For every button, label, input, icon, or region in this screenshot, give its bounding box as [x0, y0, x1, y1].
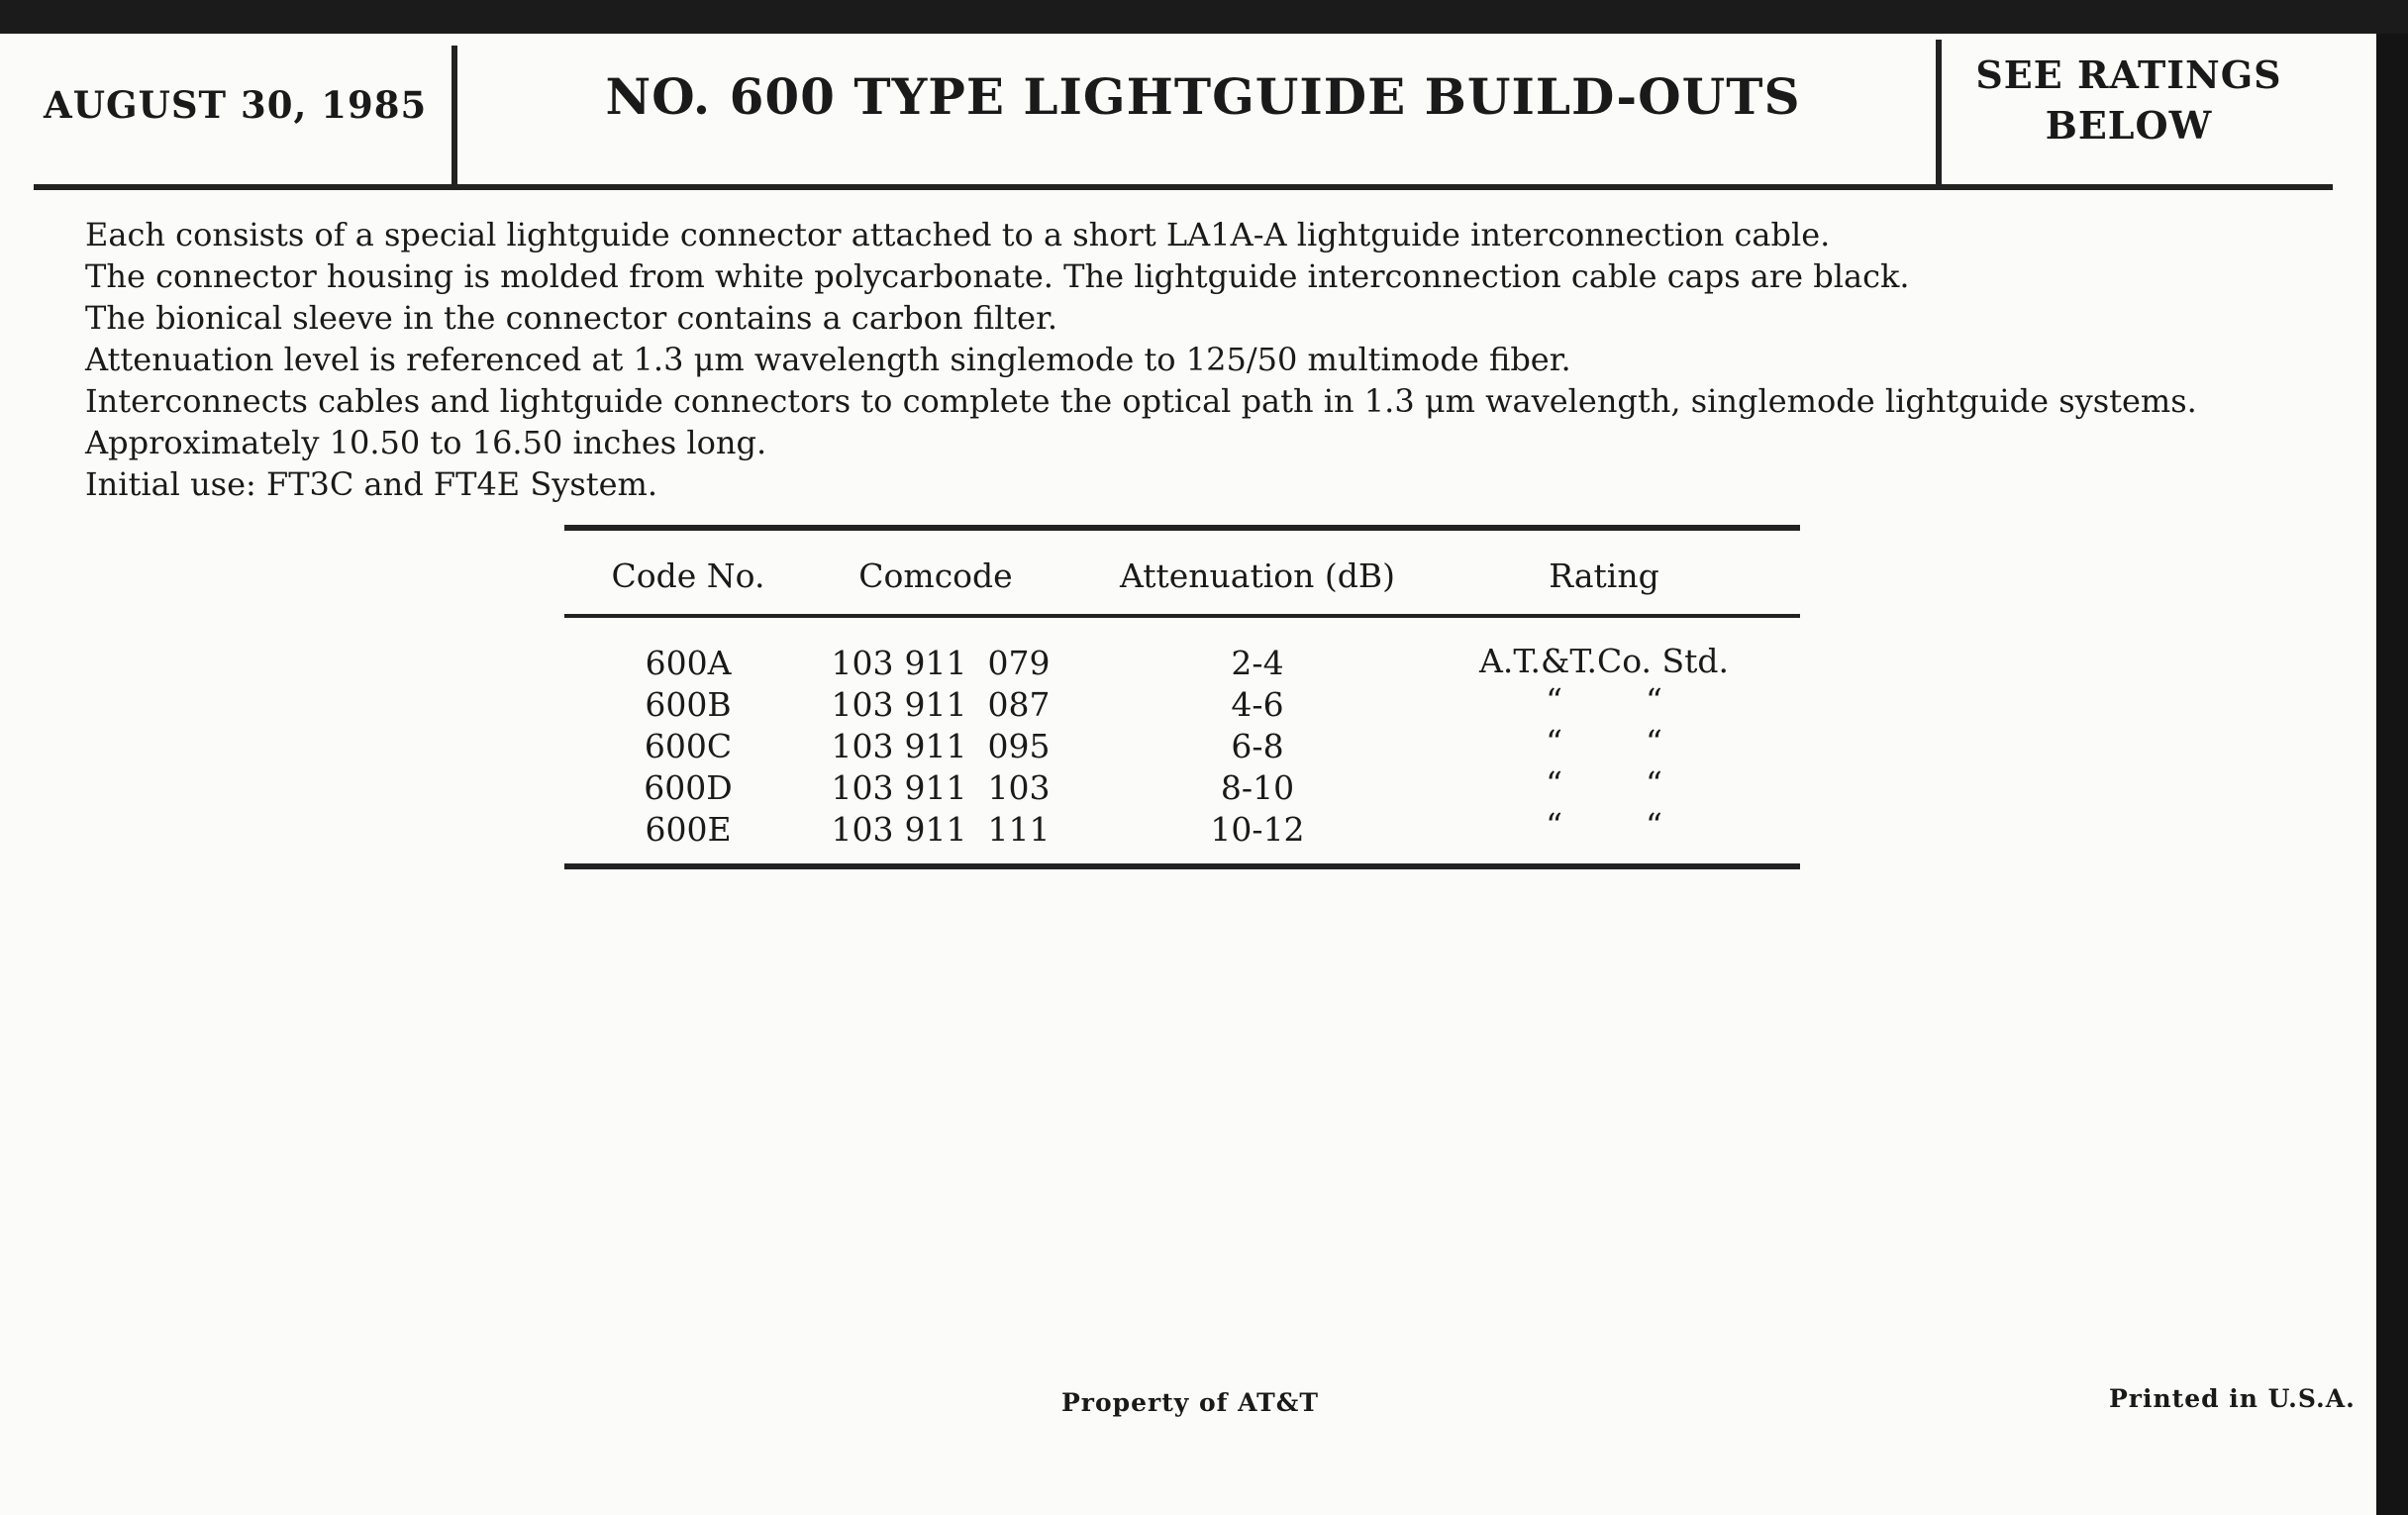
- table-cell-comcode: 103: [987, 768, 1051, 807]
- table-cell-comcode: 111: [987, 810, 1051, 849]
- table-cell-rating: “ “: [1546, 764, 1662, 803]
- table-cell-rating: “ “: [1546, 681, 1662, 720]
- header-code: Code No.: [611, 556, 765, 595]
- table-cell-comcode: 911: [904, 685, 967, 724]
- table-cell-comcode: 911: [904, 727, 967, 765]
- table-cell-attenuation: 8-10: [1220, 768, 1295, 807]
- table-cell-attenuation: 4-6: [1231, 685, 1284, 724]
- table-cell-comcode: 103: [831, 727, 894, 765]
- ratings-note-line2: BELOW: [2045, 103, 2213, 148]
- description-line: The bionical sleeve in the connector contains a carbon filter.: [85, 299, 1058, 337]
- printed-notice: Printed in U.S.A.: [2109, 1384, 2356, 1413]
- ratings-note-line1: SEE RATINGS: [1975, 52, 2282, 97]
- table-cell-code: 600B: [645, 685, 732, 724]
- description-line: Initial use: FT3C and FT4E System.: [85, 465, 658, 503]
- table-cell-rating: “ “: [1546, 806, 1662, 845]
- table-cell-comcode: 103: [831, 810, 894, 849]
- description-line: Each consists of a special lightguide connector attached to a short LA1A-A lightguide interconnection cable.: [85, 216, 1831, 253]
- table-cell-comcode: 079: [987, 644, 1051, 682]
- table-cell-code: 600C: [644, 727, 733, 765]
- description-line: Approximately 10.50 to 16.50 inches long.: [85, 424, 767, 461]
- table-header-rule: [564, 614, 1800, 618]
- table-cell-comcode: 095: [987, 727, 1051, 765]
- description-line: Interconnects cables and lightguide connectors to complete the optical path in 1.3 μm wavelength, singlemode lightguide systems.: [85, 382, 2197, 420]
- table-cell-code: 600D: [644, 768, 733, 807]
- table-cell-code: 600E: [645, 810, 732, 849]
- property-notice: Property of AT&T: [1061, 1388, 1319, 1417]
- table-cell-attenuation: 2-4: [1231, 644, 1284, 682]
- header-attenuation: Attenuation (dB): [1119, 556, 1396, 595]
- table-cell-comcode: 103: [831, 768, 894, 807]
- table-cell-rating: A.T.&T.Co. Std.: [1479, 642, 1729, 680]
- header-comcode: Comcode: [858, 556, 1013, 595]
- table-cell-comcode: 911: [904, 810, 967, 849]
- description-line: The connector housing is molded from white polycarbonate. The lightguide interconnection cable caps are black.: [85, 257, 1910, 295]
- table-cell-comcode: 911: [904, 768, 967, 807]
- table-cell-attenuation: 6-8: [1231, 727, 1284, 765]
- table-cell-code: 600A: [645, 644, 732, 682]
- table-cell-attenuation: 10-12: [1210, 810, 1305, 849]
- description-line: Attenuation level is referenced at 1.3 μm wavelength singlemode to 125/50 multimode fiber.: [85, 341, 1571, 378]
- table-cell-comcode: 103: [831, 685, 894, 724]
- header-rule: [34, 184, 2333, 190]
- description: [85, 214, 2313, 505]
- ratings-note: [1941, 50, 2317, 151]
- header-divider-left: [452, 46, 457, 190]
- table-cell-comcode: 911: [904, 644, 967, 682]
- scan-edge: [2376, 34, 2408, 1515]
- table-cell-comcode: 087: [987, 685, 1051, 724]
- table-cell-comcode: 103: [831, 644, 894, 682]
- table-top-rule: [564, 525, 1800, 531]
- document-title: NO. 600 TYPE LIGHTGUIDE BUILD-OUTS: [605, 67, 1801, 126]
- table-bottom-rule: [564, 863, 1800, 869]
- document-date: AUGUST 30, 1985: [44, 83, 428, 127]
- table-cell-rating: “ “: [1546, 723, 1662, 761]
- header-rating: Rating: [1549, 556, 1659, 595]
